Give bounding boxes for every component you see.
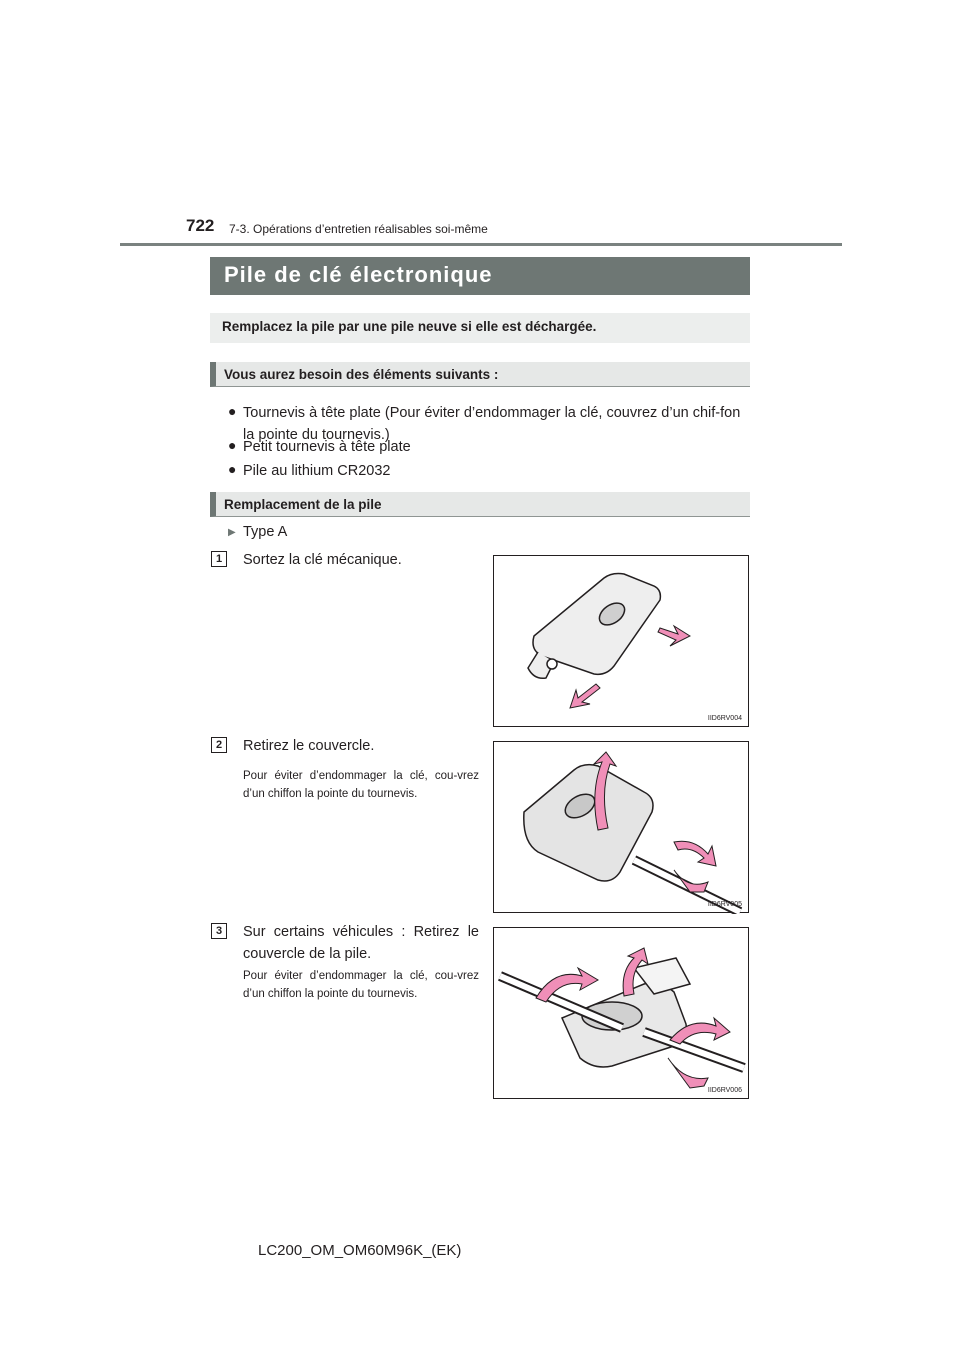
footer-document-code: LC200_OM_OM60M96K_(EK) [258,1242,462,1259]
step-text: Sortez la clé mécanique. [243,552,402,568]
bullet-icon: ● [228,461,237,477]
figure-key-remove-cover [493,741,749,913]
bullet-icon: ● [228,403,237,419]
replacement-heading: Remplacement de la pile [224,497,382,512]
figure-key-remove-mechanical [493,555,749,727]
triangle-right-icon: ▶ [228,527,236,538]
step-note: Pour éviter d’endommager la clé, cou-vrez d’un chiffon la pointe du tournevis. [243,770,479,800]
needed-item: Petit tournevis à tête plate [243,439,411,455]
header-divider [120,243,842,246]
figure-code: IID6RV006 [707,1087,742,1094]
type-label: Type A [243,524,288,540]
needed-item: Pile au lithium CR2032 [243,463,391,479]
figure-code: IID6RV005 [707,901,742,908]
figure-battery-cover [493,927,749,1099]
step-text: Retirez le couvercle. [243,738,375,754]
needed-heading: Vous aurez besoin des éléments suivants : [224,367,499,382]
step-number: 1 [211,551,227,567]
bullet-icon: ● [228,437,237,453]
needed-item: Tournevis à tête plate (Pour éviter d’endommager la clé, couvrez d’un chif-fon la pointe du tournevis.) [243,405,741,443]
section-title: 7-3. Opérations d’entretien réalisables soi-même [229,222,488,236]
page-title: Pile de clé électronique [224,262,493,287]
intro-text: Remplacez la pile par une pile neuve si elle est déchargée. [222,319,597,334]
figure-code: IID6RV004 [707,715,742,722]
step-text: Sur certains véhicules : Retirez le couvercle de la pile. [243,924,479,962]
step-number: 2 [211,737,227,753]
step-number: 3 [211,923,227,939]
page-number: 722 [186,216,215,235]
step-note: Pour éviter d’endommager la clé, cou-vrez d’un chiffon la pointe du tournevis. [243,970,479,1000]
